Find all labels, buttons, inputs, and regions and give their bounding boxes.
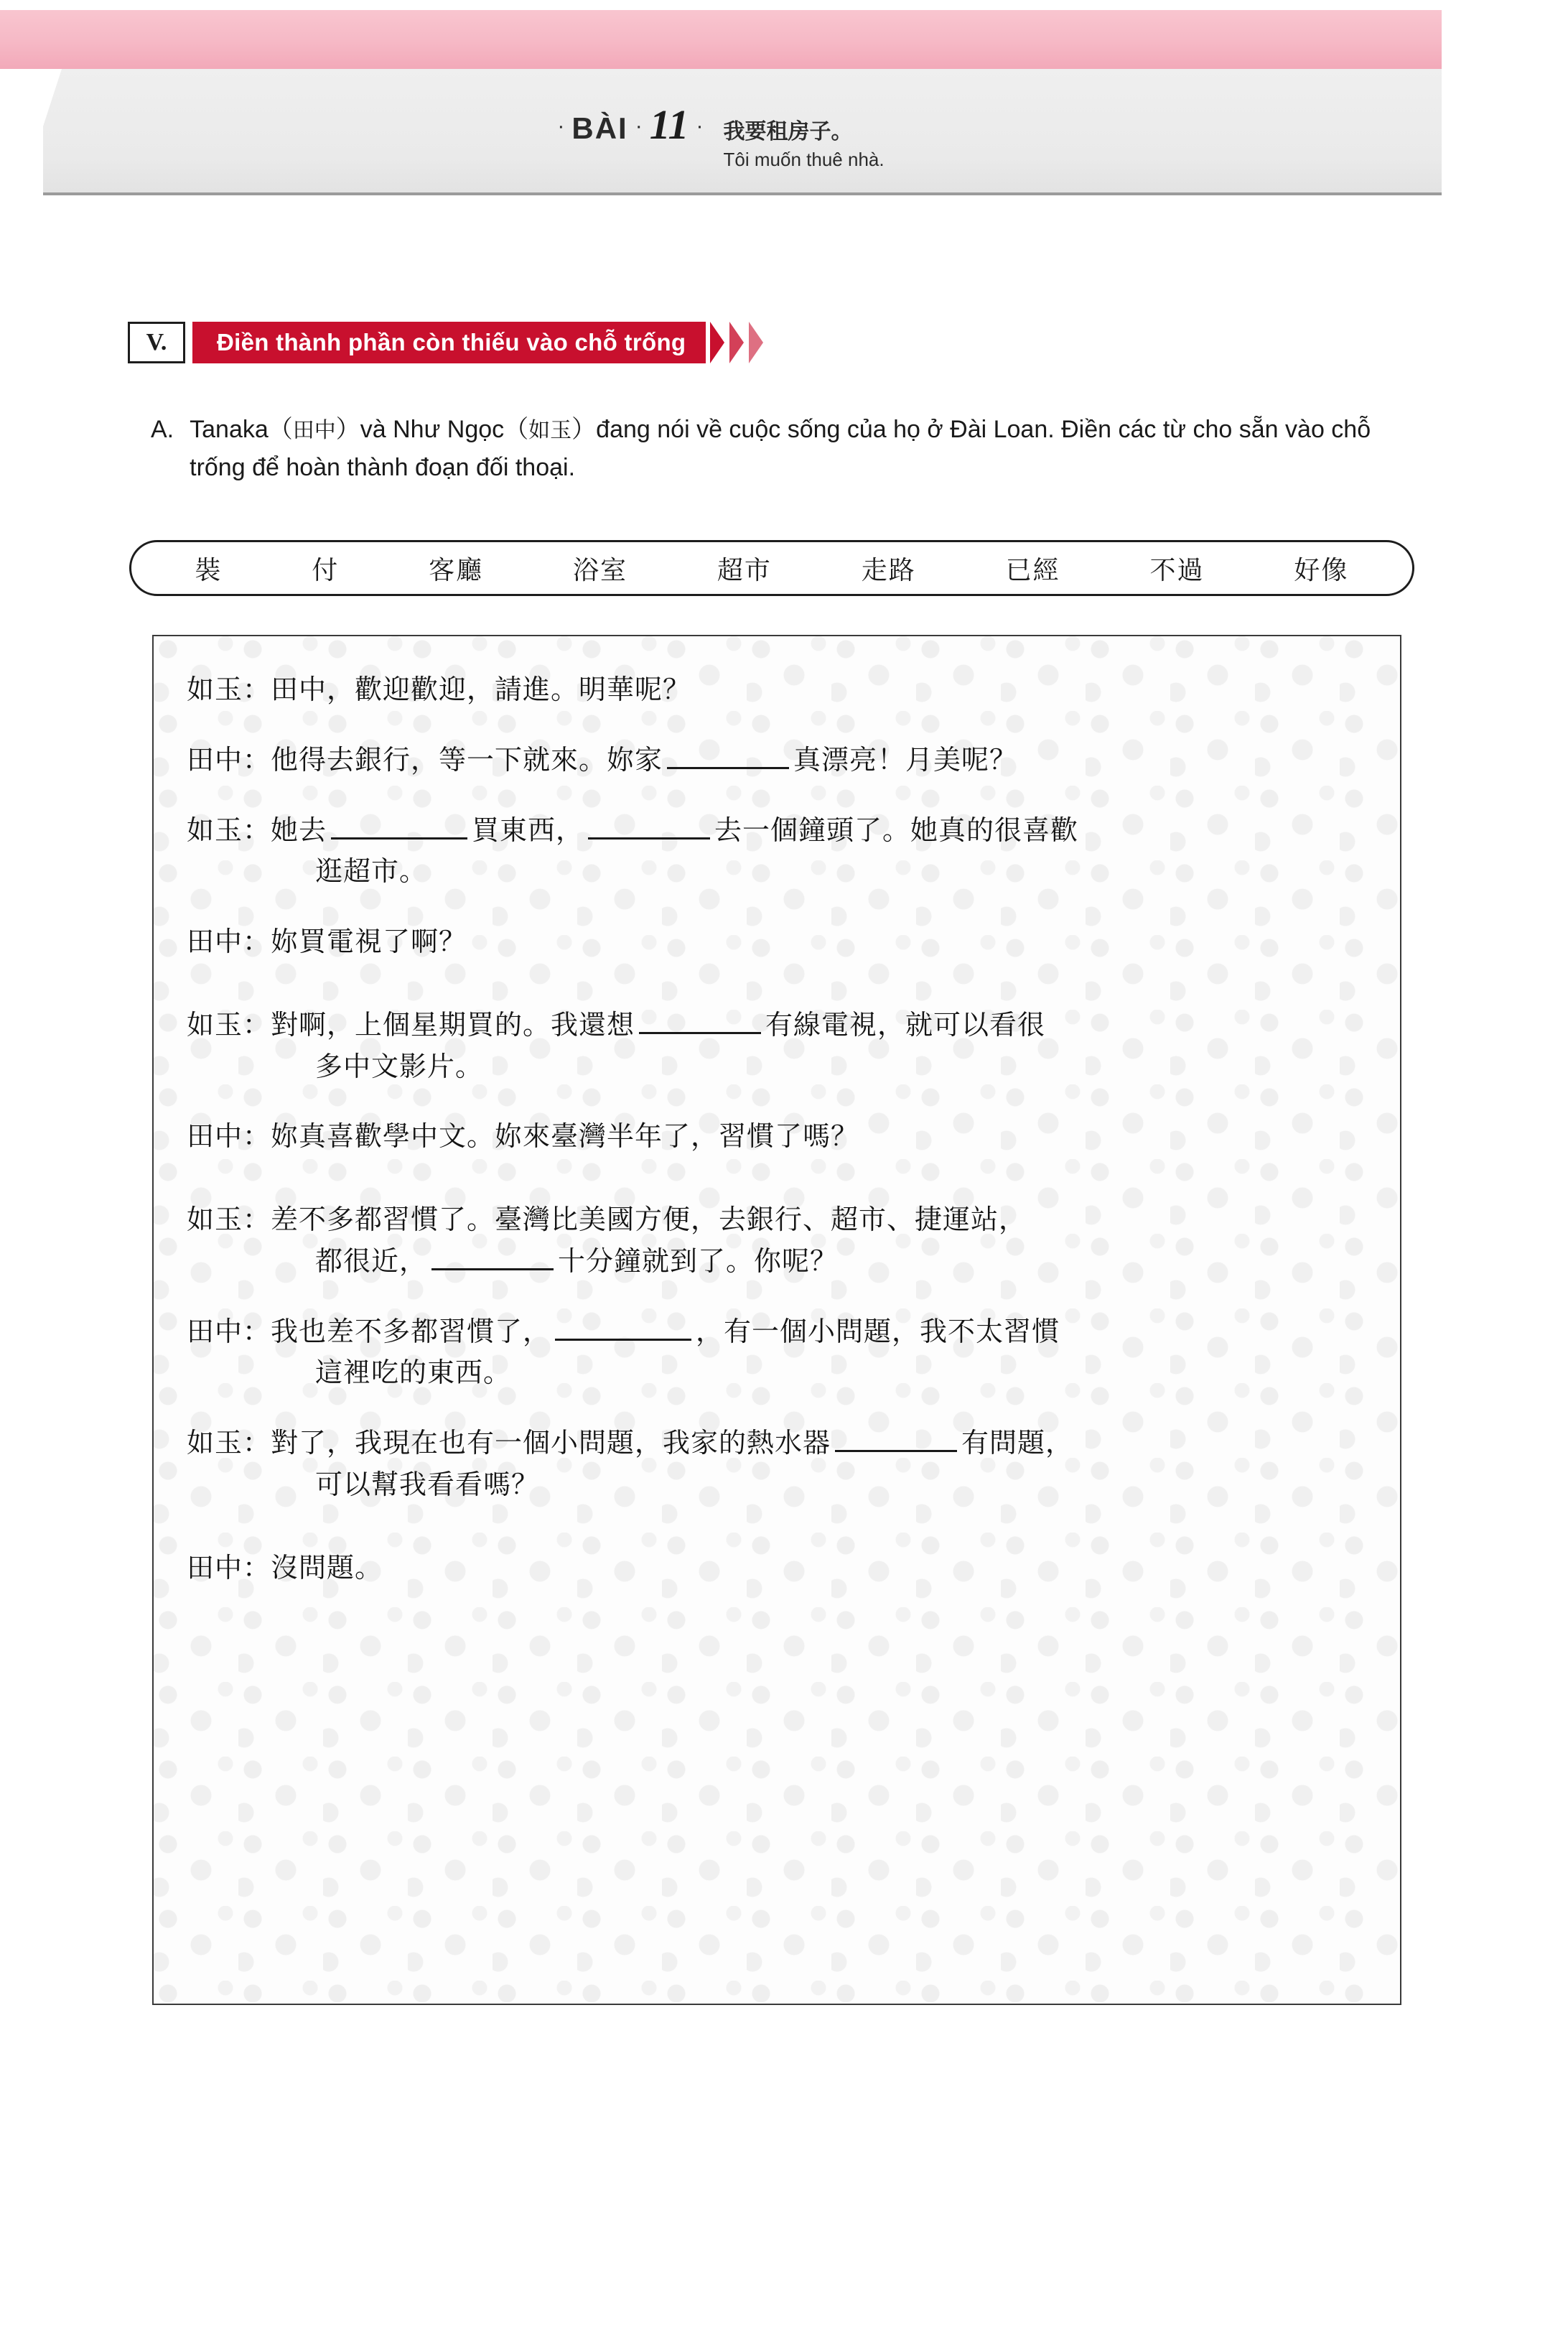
word-bank-item[interactable]: 付 — [312, 555, 340, 585]
dialogue-continuation: 逛超市。 — [315, 855, 428, 888]
dialogue-text — [271, 810, 1358, 893]
answer-blank[interactable] — [835, 1426, 957, 1452]
section-roman-numeral: V. — [128, 322, 185, 363]
dialogue-speaker: 如玉： — [187, 814, 271, 846]
dialogue-box — [152, 635, 1401, 2005]
word-bank — [129, 540, 1414, 596]
lesson-number: 11 — [649, 101, 689, 148]
dialogue-segment: 對了，我現在也有一個小問題，我家的熱水器 — [271, 1427, 831, 1459]
dialogue-text — [271, 1005, 1358, 1088]
dialogue-segment: 差不多都習慣了。臺灣比美國方便，去銀行、超市、捷運站， — [271, 1204, 1027, 1235]
chevron-icon — [729, 322, 744, 363]
answer-blank[interactable] — [431, 1244, 554, 1270]
dialogue-continuation — [271, 1241, 1358, 1283]
instruction-part-2: ）và Như Ngọc（ — [335, 416, 529, 443]
dialogue-continuation: 多中文影片。 — [315, 1050, 484, 1082]
dialogue-text — [271, 1199, 1358, 1283]
dialogue-speaker: 如玉： — [187, 674, 271, 705]
dialogue-continuation: 這裡吃的東西。 — [315, 1357, 512, 1389]
exercise-letter: A. — [151, 416, 174, 443]
instruction-part-1: Tanaka（ — [190, 416, 293, 443]
dialogue-segment: 我也差不多都習慣了， — [271, 1315, 551, 1347]
exercise-instruction-text — [190, 411, 1393, 486]
dialogue-segment: 她去 — [271, 814, 327, 846]
header-rule — [43, 192, 1442, 195]
exercise-instruction — [151, 411, 1393, 486]
word-bank-item[interactable]: 已經 — [1005, 555, 1060, 585]
answer-blank[interactable] — [555, 1314, 691, 1341]
section-heading — [128, 322, 763, 363]
dialogue-segment: 真漂亮！月美呢？ — [793, 743, 1018, 776]
word-bank-item[interactable]: 裝 — [195, 555, 223, 585]
dialogue-line — [187, 1548, 1358, 1589]
dialogue-line — [187, 1423, 1358, 1506]
dialogue-line — [187, 810, 1358, 893]
dialogue-segment: 他得去銀行，等一下就來。妳家 — [271, 743, 663, 776]
chevron-icon — [710, 322, 724, 363]
dialogue-speaker: 如玉： — [187, 1204, 271, 1235]
dialogue-text — [271, 1423, 1358, 1506]
dialogue-line — [187, 921, 1358, 963]
dialogue-line — [187, 1199, 1358, 1283]
dialogue-line — [187, 1116, 1358, 1158]
word-bank-item[interactable]: 客廳 — [429, 555, 484, 585]
dialogue-line — [187, 740, 1358, 781]
word-bank-item[interactable]: 走路 — [861, 555, 916, 585]
dialogue-speaker: 如玉： — [187, 1008, 271, 1041]
lesson-title-chinese: 我要租房子。 — [723, 119, 853, 144]
word-bank-item[interactable]: 浴室 — [573, 555, 628, 585]
dialogue-speaker: 如玉： — [187, 1427, 271, 1459]
word-bank-item[interactable]: 不過 — [1149, 555, 1205, 585]
bai-dot-left: · — [557, 114, 565, 138]
dialogue-speaker: 田中： — [187, 743, 271, 776]
bai-dot-mid: · — [635, 114, 643, 138]
dialogue-segment: 買東西， — [472, 814, 584, 846]
dialogue-speaker: 田中： — [187, 1551, 271, 1583]
answer-blank[interactable] — [639, 1008, 761, 1034]
dialogue-segment: 去一個鐘頭了。她真的很喜歡 — [714, 814, 1079, 846]
lesson-header — [0, 101, 1442, 172]
instruction-han-nhungoc: 如玉 — [528, 418, 572, 443]
instruction-han-tanaka: 田中 — [292, 418, 336, 443]
bai-dot-right: · — [696, 114, 704, 138]
dialogue-line — [187, 669, 1358, 711]
lesson-title-block — [724, 118, 885, 172]
section-title: Điền thành phần còn thiếu vào chỗ trống — [192, 322, 706, 363]
dialogue-line — [187, 1311, 1358, 1395]
word-bank-item[interactable]: 好像 — [1294, 555, 1349, 585]
dialogue-speaker: 田中： — [187, 1315, 271, 1347]
dialogue-text — [271, 1311, 1358, 1395]
section-chevron-decoration — [710, 322, 763, 363]
dialogue-speaker: 田中： — [187, 926, 271, 957]
dialogue-speaker: 田中： — [187, 1120, 271, 1153]
word-bank-item[interactable]: 超市 — [717, 555, 772, 585]
answer-blank[interactable] — [331, 813, 467, 840]
lesson-title-row — [557, 101, 884, 172]
dialogue-segment: 有線電視，就可以看很 — [765, 1008, 1046, 1041]
dialogue-text: 沒問題。 — [271, 1551, 383, 1583]
dialogue-text: 妳真喜歡學中文。妳來臺灣半年了，習慣了嗎？ — [271, 1120, 859, 1153]
header-pink-band — [0, 0, 1442, 69]
dialogue-text — [271, 740, 1358, 781]
chevron-icon — [749, 322, 763, 363]
dialogue-line — [187, 1005, 1358, 1088]
answer-blank[interactable] — [667, 743, 789, 769]
lesson-title-vietnamese: Tôi muốn thuê nhà. — [723, 148, 885, 170]
answer-blank[interactable] — [588, 813, 710, 840]
dialogue-segment: 都很近， — [315, 1245, 428, 1277]
dialogue-continuation: 可以幫我看看嗎？ — [315, 1468, 540, 1500]
dialogue-text: 妳買電視了啊？ — [271, 926, 467, 957]
dialogue-segment: 對啊，上個星期買的。我還想 — [271, 1008, 635, 1041]
page-gutter — [1442, 0, 1568, 2344]
dialogue-segment: ，有一個小問題，我不太習慣 — [696, 1315, 1060, 1347]
bai-label: BÀI — [571, 111, 628, 145]
dialogue-lines — [154, 636, 1400, 1589]
dialogue-segment: 有問題， — [961, 1427, 1074, 1459]
instruction-part-3: ）đang nói về cuộc sống của họ ở Đài Loan. Điền các từ cho sẵn vào chỗ trống để hoàn thành đoạn đối thoại. — [190, 416, 1371, 481]
dialogue-text: 田中，歡迎歡迎，請進。明華呢？ — [271, 674, 691, 705]
dialogue-segment: 十分鐘就到了。你呢？ — [558, 1245, 839, 1277]
header-top-edge — [0, 0, 1442, 10]
